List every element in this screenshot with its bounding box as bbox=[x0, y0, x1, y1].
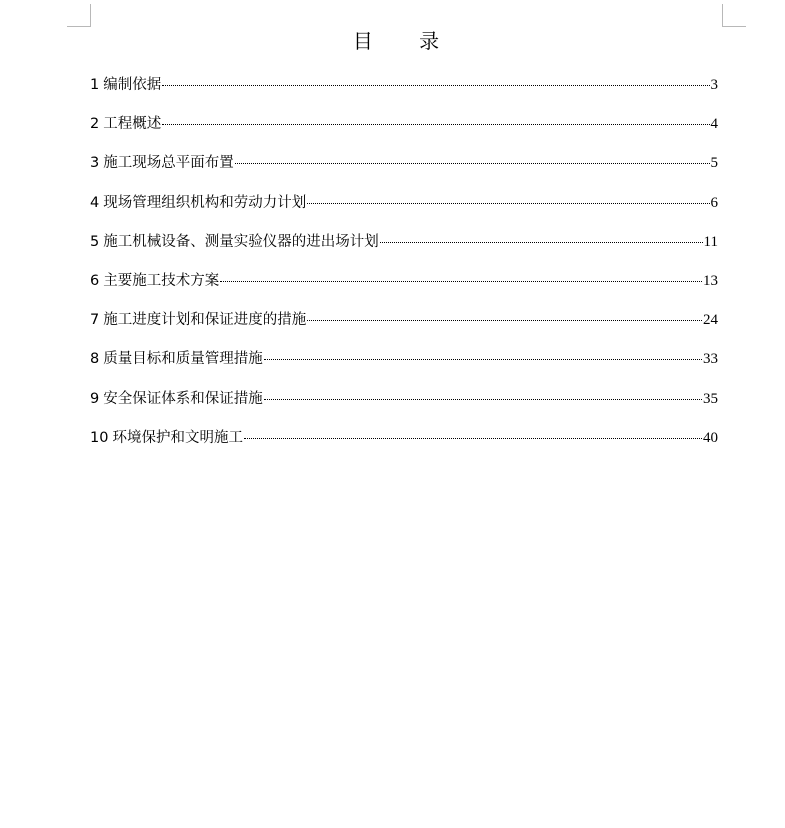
toc-entry-page: 35 bbox=[703, 390, 718, 407]
toc-entry-text: 工程概述 bbox=[103, 116, 162, 133]
toc-entry-text: 编制依据 bbox=[103, 77, 162, 93]
toc-dot-leader bbox=[307, 203, 709, 204]
toc-entry-number: 9 bbox=[90, 390, 100, 407]
toc-dot-leader bbox=[264, 399, 702, 400]
toc-entry-label bbox=[90, 231, 379, 253]
toc-entry-number: 3 bbox=[90, 155, 100, 172]
toc-entry[interactable] bbox=[90, 427, 718, 466]
toc-entry-page: 4 bbox=[710, 116, 718, 133]
toc-dot-leader bbox=[307, 320, 702, 321]
toc-entry-label bbox=[90, 74, 161, 96]
toc-entry-text: 施工机械设备、测量实验仪器的进出场计划 bbox=[103, 233, 379, 250]
toc-entry-text: 环境保护和文明施工 bbox=[112, 429, 243, 446]
toc-entry-number: 2 bbox=[90, 116, 100, 133]
toc-entry-text: 安全保证体系和保证措施 bbox=[103, 390, 263, 407]
toc-title: 目 录 bbox=[352, 29, 460, 53]
toc-entry-text: 现场管理组织机构和劳动力计划 bbox=[103, 194, 307, 211]
toc-entry-label bbox=[90, 427, 243, 449]
toc-entry-number: 10 bbox=[90, 429, 109, 446]
toc-dot-leader bbox=[380, 242, 703, 243]
toc-entry-page: 40 bbox=[703, 429, 718, 446]
toc-entry-number: 7 bbox=[90, 312, 100, 329]
toc-entry-label bbox=[90, 270, 219, 292]
table-of-contents bbox=[90, 74, 718, 466]
toc-entry-number: 8 bbox=[90, 351, 100, 368]
toc-entry[interactable] bbox=[90, 309, 718, 348]
toc-entry-page: 3 bbox=[710, 77, 718, 93]
toc-entry[interactable] bbox=[90, 388, 718, 427]
toc-entry-page: 5 bbox=[710, 155, 718, 172]
toc-entry[interactable] bbox=[90, 270, 718, 309]
toc-entry-label bbox=[90, 388, 263, 410]
toc-entry[interactable] bbox=[90, 192, 718, 231]
toc-entry-page: 33 bbox=[703, 351, 718, 368]
toc-dot-leader bbox=[162, 85, 709, 86]
toc-entry-number: 1 bbox=[90, 77, 100, 93]
toc-entry-text: 施工进度计划和保证进度的措施 bbox=[103, 312, 307, 329]
toc-entry-label bbox=[90, 192, 306, 214]
toc-entry-text: 质量目标和质量管理措施 bbox=[103, 351, 263, 368]
toc-entry[interactable] bbox=[90, 113, 718, 152]
toc-entry-label bbox=[90, 309, 306, 331]
toc-entry-page: 24 bbox=[703, 312, 718, 329]
toc-dot-leader bbox=[162, 124, 709, 125]
crop-mark-top-left bbox=[90, 4, 91, 27]
toc-entry-page: 6 bbox=[710, 194, 718, 211]
toc-entry[interactable] bbox=[90, 152, 718, 191]
toc-entry-label bbox=[90, 152, 234, 174]
toc-dot-leader bbox=[220, 281, 702, 282]
toc-dot-leader bbox=[235, 163, 710, 164]
toc-entry-text: 施工现场总平面布置 bbox=[103, 155, 234, 172]
toc-entry-text: 主要施工技术方案 bbox=[103, 272, 220, 289]
toc-entry-number: 4 bbox=[90, 194, 100, 211]
toc-dot-leader bbox=[244, 438, 702, 439]
toc-dot-leader bbox=[264, 359, 702, 360]
toc-entry-label bbox=[90, 348, 263, 370]
toc-entry-page: 11 bbox=[703, 233, 718, 250]
toc-entry-number: 5 bbox=[90, 233, 100, 250]
crop-mark-top-right bbox=[722, 4, 723, 27]
toc-entry[interactable] bbox=[90, 348, 718, 387]
toc-entry[interactable] bbox=[90, 231, 718, 270]
toc-entry-page: 13 bbox=[703, 272, 718, 289]
toc-entry-label bbox=[90, 113, 161, 135]
toc-entry-number: 6 bbox=[90, 272, 100, 289]
toc-entry[interactable] bbox=[90, 74, 718, 113]
